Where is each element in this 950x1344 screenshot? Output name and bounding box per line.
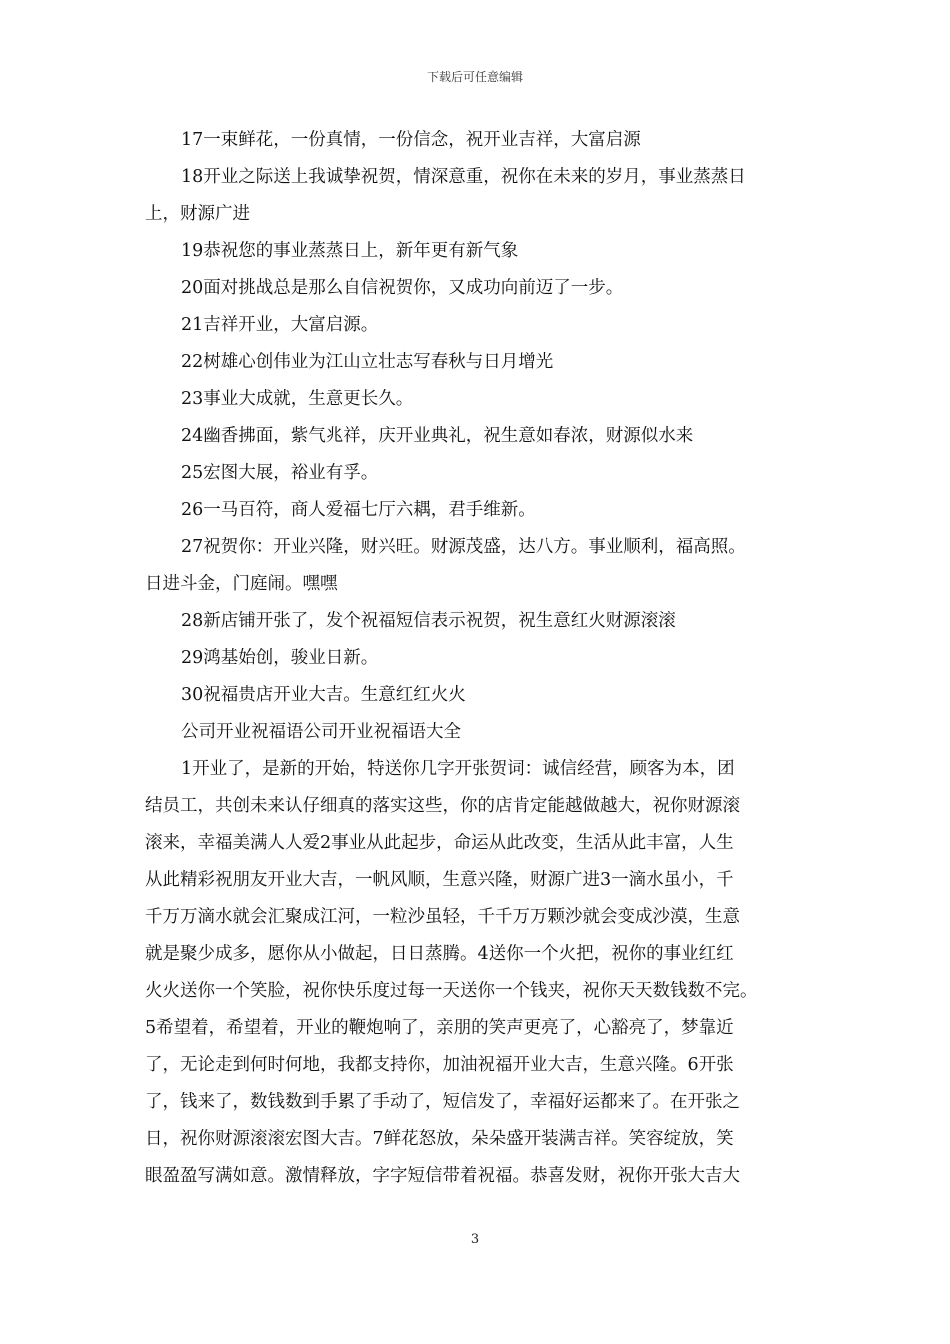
text-line: 日进斗金，门庭闹。嘿嘿	[145, 574, 338, 594]
text-line: 20面对挑战总是那么自信祝贺你，又成功向前迈了一步。	[181, 278, 624, 298]
text-line: 从此精彩祝朋友开业大吉，一帆风顺，生意兴隆，财源广进3一滴水虽小，千	[145, 870, 734, 890]
text-line: 结员工，共创未来认仔细真的落实这些，你的店肯定能越做越大，祝你财源滚	[145, 796, 740, 816]
text-line: 了，钱来了，数钱数到手累了手动了，短信发了，幸福好运都来了。在开张之	[145, 1092, 740, 1112]
text-line: 23事业大成就，生意更长久。	[181, 389, 414, 409]
text-line: 29鸿基始创，骏业日新。	[181, 648, 379, 668]
text-line: 26一马百符，商人爱福七厅六耦，君手维新。	[181, 500, 536, 520]
body-text	[145, 122, 807, 1195]
text-line: 27祝贺你：开业兴隆，财兴旺。财源茂盛，达八方。事业顺利，福高照。	[181, 537, 746, 557]
text-line: 就是聚少成多，愿你从小做起，日日蒸腾。4送你一个火把，祝你的事业红红	[145, 944, 734, 964]
text-line: 滚来，幸福美满人人爱2事业从此起步，命运从此改变，生活从此丰富，人生	[145, 833, 734, 853]
text-line: 17一束鲜花，一份真情，一份信念，祝开业吉祥，大富启源	[181, 130, 641, 150]
text-line: 1开业了，是新的开始，特送你几字开张贺词：诚信经营，顾客为本，团	[181, 759, 735, 779]
text-line: 千万万滴水就会汇聚成江河，一粒沙虽轻，千千万万颗沙就会变成沙漠，生意	[145, 907, 740, 927]
text-line: 25宏图大展，裕业有孚。	[181, 463, 379, 483]
text-line: 22树雄心创伟业为江山立壮志写春秋与日月增光	[181, 352, 554, 372]
text-line: 了，无论走到何时何地，我都支持你，加油祝福开业大吉，生意兴隆。6开张	[145, 1055, 734, 1075]
text-line: 18开业之际送上我诚挚祝贺，情深意重，祝你在未来的岁月，事业蒸蒸日	[181, 167, 746, 187]
page-number: 3	[470, 1232, 480, 1247]
text-line: 30祝福贵店开业大吉。生意红红火火	[181, 685, 466, 705]
text-line: 28新店铺开张了，发个祝福短信表示祝贺，祝生意红火财源滚滚	[181, 611, 676, 631]
section-heading: 公司开业祝福语公司开业祝福语大全	[181, 722, 461, 742]
text-line: 5希望着，希望着，开业的鞭炮响了，亲朋的笑声更亮了，心豁亮了，梦靠近	[145, 1018, 734, 1038]
text-line: 日，祝你财源滚滚宏图大吉。7鲜花怒放，朵朵盛开装满吉祥。笑容绽放，笑	[145, 1129, 734, 1149]
text-line: 眼盈盈写满如意。激情释放，字字短信带着祝福。恭喜发财，祝你开张大吉大	[145, 1166, 740, 1186]
text-line: 21吉祥开业，大富启源。	[181, 315, 379, 335]
text-line: 19恭祝您的事业蒸蒸日上，新年更有新气象	[181, 241, 519, 261]
text-line: 24幽香拂面，紫气兆祥，庆开业典礼，祝生意如春浓，财源似水来	[181, 426, 694, 446]
page-header: 下载后可任意编辑	[426, 70, 523, 84]
text-line: 火火送你一个笑脸，祝你快乐度过每一天送你一个钱夹，祝你天天数钱数不完。	[145, 981, 758, 1001]
text-line: 上，财源广进	[145, 204, 250, 224]
